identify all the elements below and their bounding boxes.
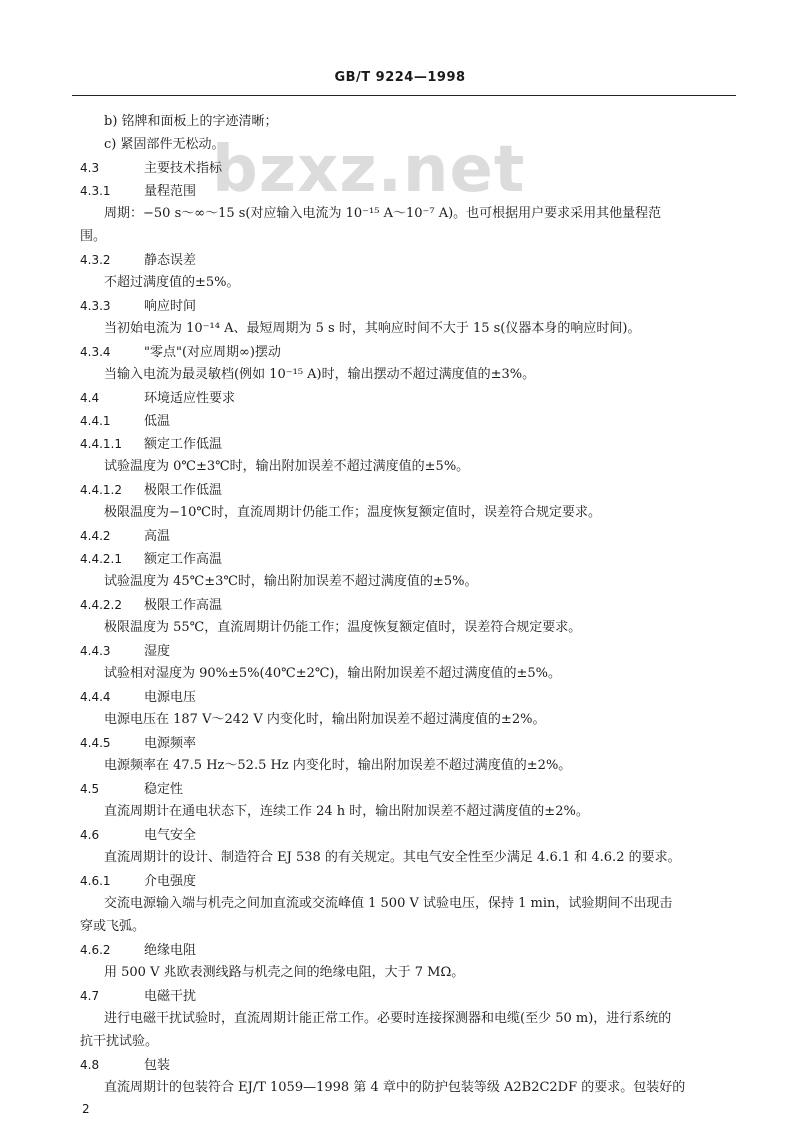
section-number: 4.3.4 <box>80 345 111 359</box>
section-heading <box>80 296 196 316</box>
section-number: 4.3 <box>80 161 100 175</box>
section-title: 主要技术指标 <box>144 161 223 176</box>
section-title: 穿或飞弧。 <box>80 919 146 934</box>
body-line: 直流周期计的设计、制造符合 EJ 538 的有关规定。其电气安全性至少满足 4.6.1 和 4.6.2 的要求。 <box>104 850 681 865</box>
section-number: 4.4.5 <box>80 736 111 750</box>
section-title: 静态误差 <box>144 253 197 268</box>
section-title: 环境适应性要求 <box>144 391 236 406</box>
body-line: 进行电磁干扰试验时，直流周期计能正常工作。必要时连接探测器和电缆(至少 50 m)，进行系统的 <box>104 1011 672 1026</box>
document-header: GB/T 9224—1998 <box>334 70 466 85</box>
section-title: 电源频率 <box>144 736 197 751</box>
body-line: c) 紧固部件无松动。 <box>104 137 225 152</box>
body-line: 不超过满度值的±5%。 <box>104 275 240 290</box>
section-number: 4.3.2 <box>80 253 111 267</box>
section-number: 4.4.2.1 <box>80 552 122 566</box>
section-heading <box>80 825 196 845</box>
section-title: 高温 <box>144 529 171 544</box>
section-title: 绝缘电阻 <box>144 943 197 958</box>
body-line: 电源频率在 47.5 Hz～52.5 Hz 内变化时，输出附加误差不超过满度值的±2%。 <box>104 758 572 773</box>
section-heading <box>80 250 196 270</box>
body-line: 试验相对湿度为 90%±5%(40℃±2℃)，输出附加误差不超过满度值的±5%。 <box>104 666 561 681</box>
section-title: "零点"(对应周期∞)摆动 <box>144 345 281 360</box>
section-heading <box>80 342 281 362</box>
section-number: 4.4 <box>80 391 100 405</box>
section-title: 低温 <box>144 414 171 429</box>
watermark: bzxz.net <box>212 133 526 207</box>
body-line: 直流周期计在通电状态下，连续工作 24 h 时，输出附加误差不超过满度值的±2%。 <box>104 804 589 819</box>
section-number: 4.4.1.2 <box>80 483 122 497</box>
section-title: 响应时间 <box>144 299 197 314</box>
section-number: 4.4.3 <box>80 644 111 658</box>
section-heading <box>80 779 183 799</box>
section-title: 电源电压 <box>144 690 197 705</box>
body-line: 交流电源输入端与机壳之间加直流或交流峰值 1 500 V 试验电压，保持 1 min，试验期间不出现击 <box>104 896 673 911</box>
section-title: 额定工作高温 <box>144 552 223 567</box>
section-number: 4.4.4 <box>80 690 111 704</box>
section-title: 介电强度 <box>144 874 197 889</box>
section-number: 4.7 <box>80 989 100 1003</box>
section-title: 电气安全 <box>144 828 197 843</box>
section-heading <box>80 986 196 1006</box>
continuation-line <box>80 227 106 247</box>
page-number: 2 <box>82 1102 90 1116</box>
section-heading <box>80 733 196 753</box>
section-heading <box>80 181 196 201</box>
section-heading <box>80 871 196 891</box>
section-title: 稳定性 <box>144 782 184 797</box>
body-line: 极限温度为 55℃，直流周期计仍能工作；温度恢复额定值时，误差符合规定要求。 <box>104 620 582 635</box>
body-line: 当初始电流为 10⁻¹⁴ A、最短周期为 5 s 时，其响应时间不大于 15 s(仪器本身的响应时间)。 <box>104 321 641 336</box>
body-line: 当输入电流为最灵敏档(例如 10⁻¹⁵ A)时，输出摆动不超过满度值的±3%。 <box>104 367 536 382</box>
section-heading <box>80 687 196 707</box>
section-number: 4.5 <box>80 782 100 796</box>
section-heading <box>80 549 222 569</box>
section-number: 4.4.1.1 <box>80 437 122 451</box>
section-heading <box>80 595 222 615</box>
section-number: 4.4.2.2 <box>80 598 122 612</box>
section-number: 4.6.1 <box>80 874 111 888</box>
section-heading <box>80 940 196 960</box>
section-number: 4.3.3 <box>80 299 111 313</box>
section-heading <box>80 411 170 431</box>
body-line: 周期：−50 s～∞～15 s(对应输入电流为 10⁻¹⁵ A～10⁻⁷ A)。也可根据用户要求采用其他量程范 <box>104 206 662 221</box>
body-line: b) 铭牌和面板上的字迹清晰； <box>104 114 278 129</box>
section-title: 极限工作高温 <box>144 598 223 613</box>
section-title: 电磁干扰 <box>144 989 197 1004</box>
body-line: 试验温度为 45℃±3℃时，输出附加误差不超过满度值的±5%。 <box>104 574 478 589</box>
section-title: 量程范围 <box>144 184 197 199</box>
header-rule <box>72 95 736 96</box>
continuation-line <box>80 1032 158 1052</box>
section-number: 4.6 <box>80 828 100 842</box>
section-number: 4.4.2 <box>80 529 111 543</box>
section-heading <box>80 1055 170 1075</box>
body-line: 极限温度为−10℃时，直流周期计仍能工作；温度恢复额定值时，误差符合规定要求。 <box>104 505 601 520</box>
section-title: 额定工作低温 <box>144 437 223 452</box>
section-heading <box>80 480 222 500</box>
section-title: 包装 <box>144 1058 171 1073</box>
section-heading <box>80 158 222 178</box>
continuation-line <box>80 917 145 937</box>
section-title: 极限工作低温 <box>144 483 223 498</box>
section-heading <box>80 526 170 546</box>
body-line: 试验温度为 0℃±3℃时，输出附加误差不超过满度值的±5%。 <box>104 459 470 474</box>
section-heading <box>80 641 170 661</box>
section-title: 湿度 <box>144 644 171 659</box>
section-title: 围。 <box>80 229 107 244</box>
section-heading <box>80 388 235 408</box>
section-heading <box>80 434 222 454</box>
body-line: 用 500 V 兆欧表测线路与机壳之间的绝缘电阻，大于 7 MΩ。 <box>104 965 465 980</box>
section-title: 抗干扰试验。 <box>80 1034 159 1049</box>
body-line: 电源电压在 187 V～242 V 内变化时，输出附加误差不超过满度值的±2%。 <box>104 712 546 727</box>
section-number: 4.3.1 <box>80 184 111 198</box>
section-number: 4.4.1 <box>80 414 111 428</box>
body-line: 直流周期计的包装符合 EJ/T 1059—1998 第 4 章中的防护包装等级 A2B2C2DF 的要求。包装好的 <box>104 1080 686 1095</box>
section-number: 4.6.2 <box>80 943 111 957</box>
section-number: 4.8 <box>80 1058 100 1072</box>
